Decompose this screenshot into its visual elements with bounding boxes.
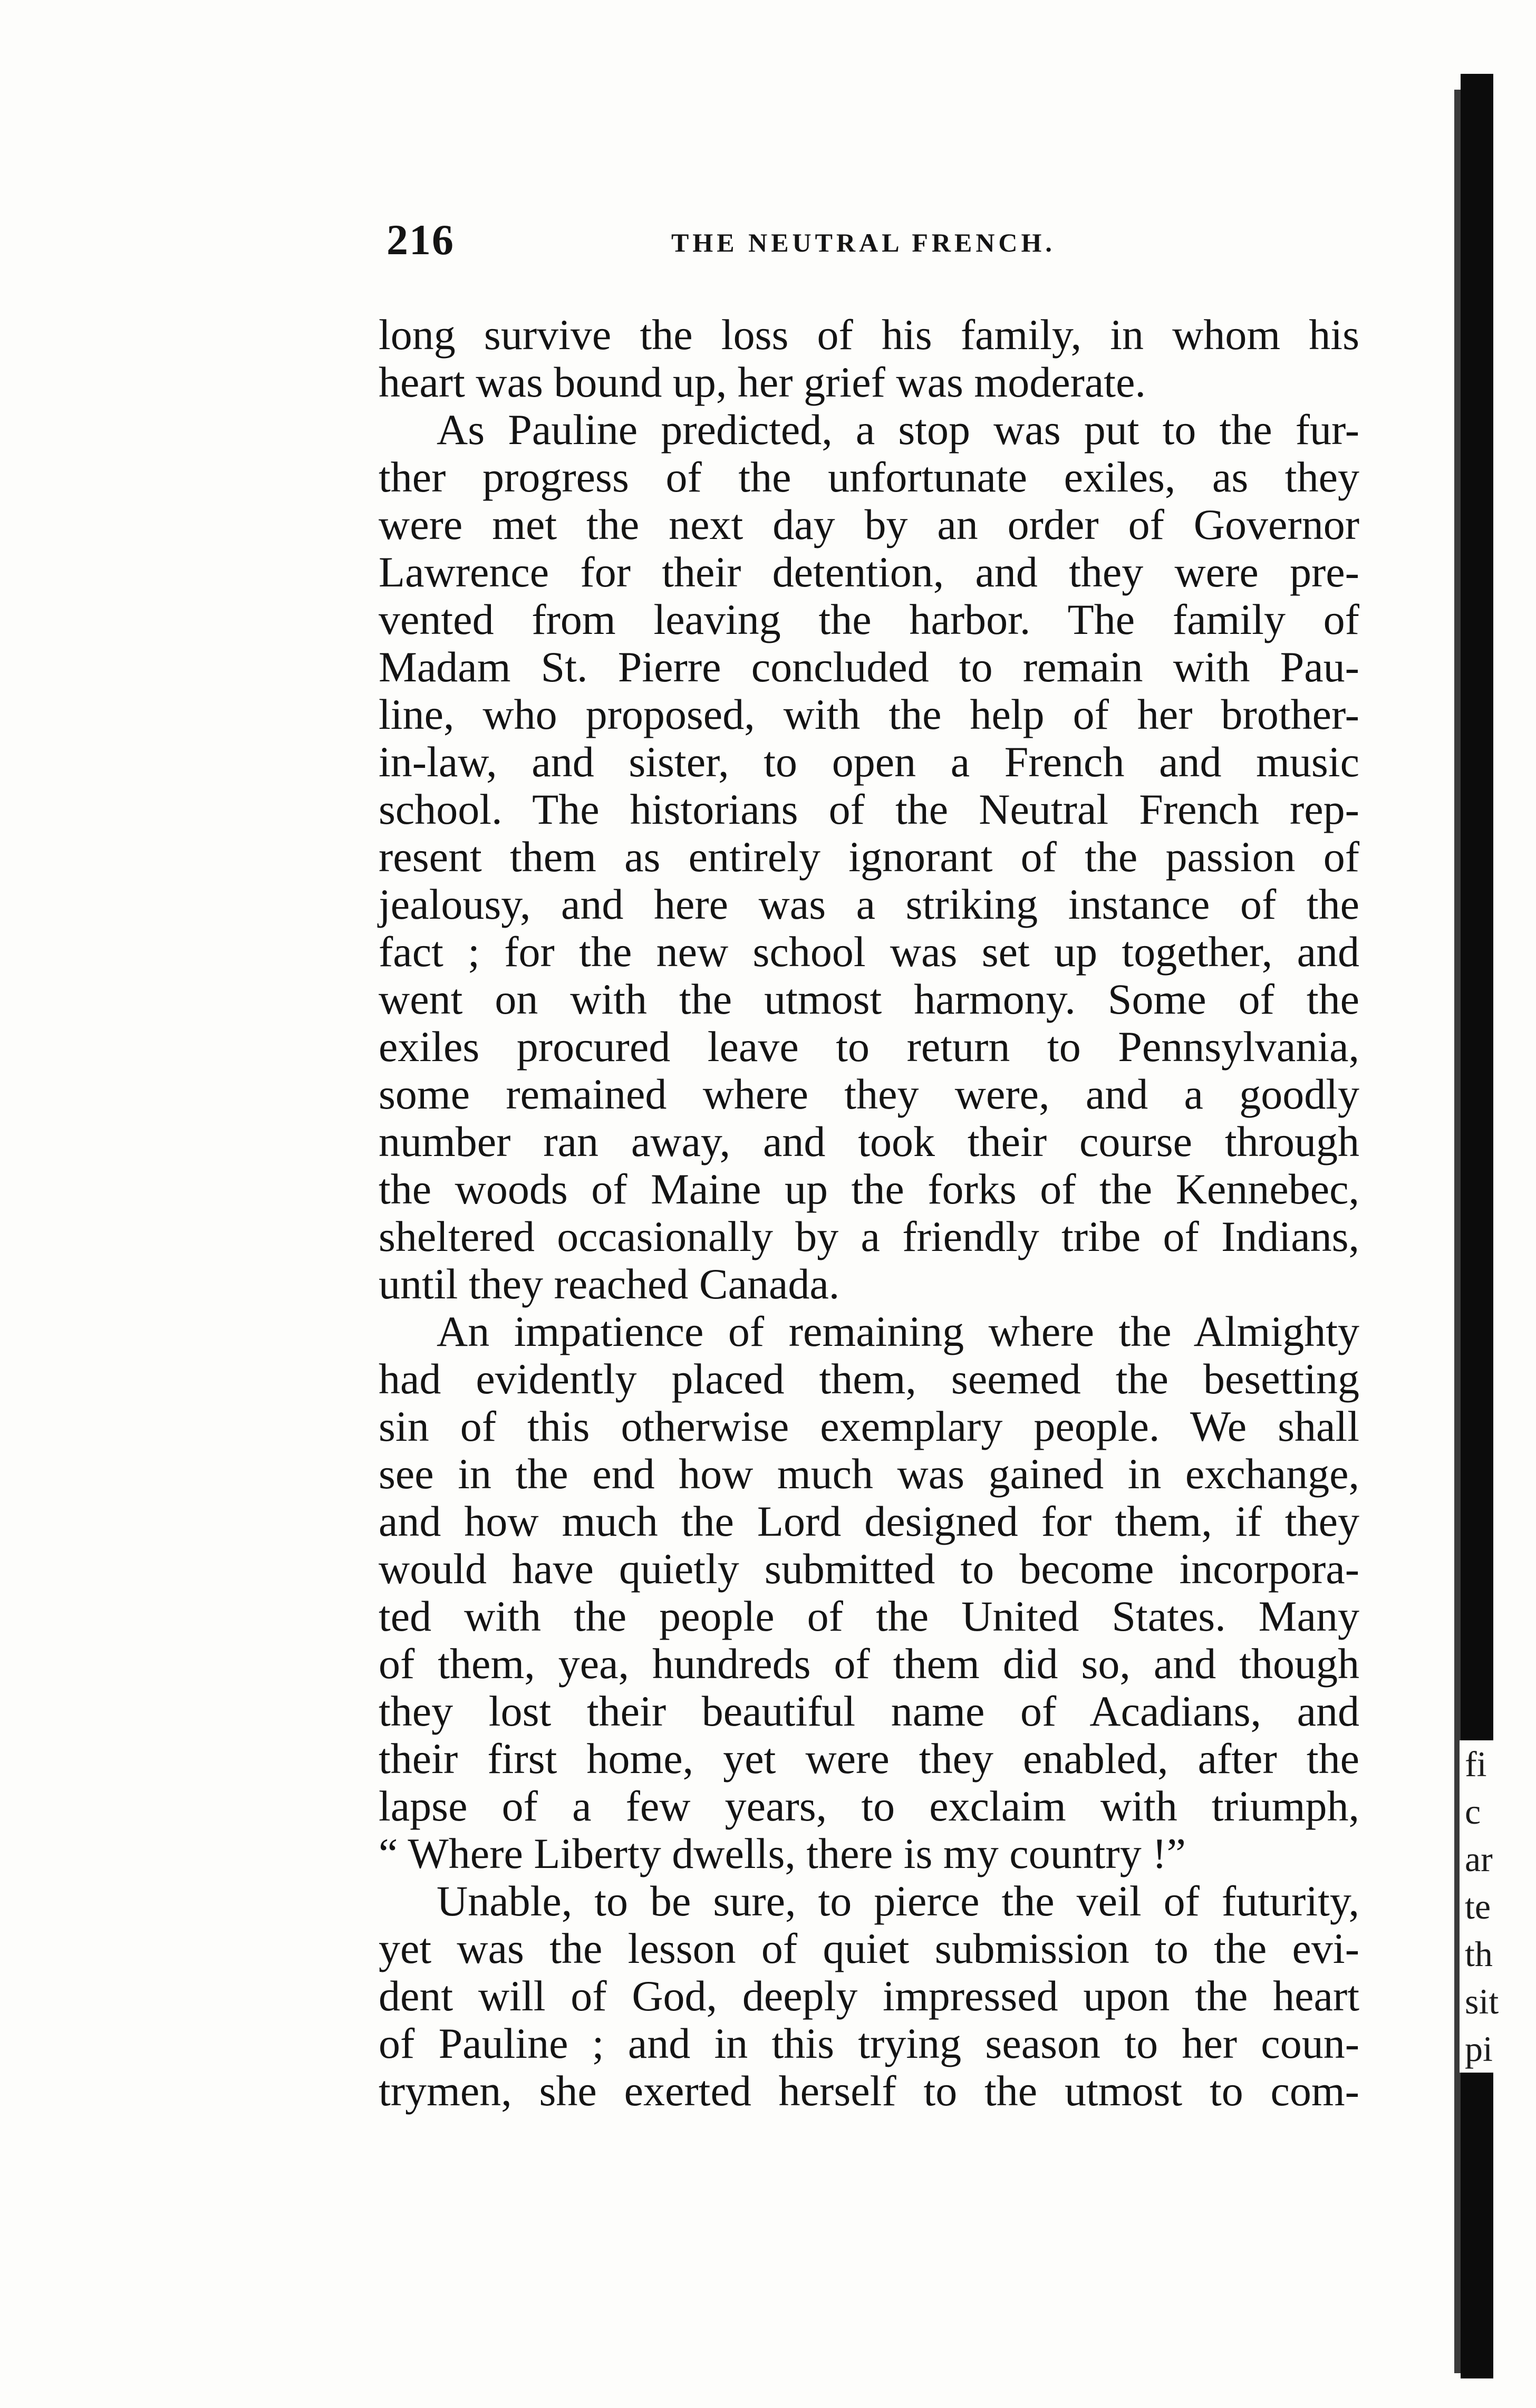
- fragment-text: ar: [1460, 1835, 1536, 1883]
- body-text: [379, 311, 1359, 2115]
- text-line: As Pauline predicted, a stop was put to the fur-: [437, 406, 1359, 454]
- running-title: THE NEUTRAL FRENCH.: [671, 228, 1056, 257]
- text-line: Lawrence for their detention, and they were pre-: [379, 548, 1359, 596]
- page-header: [387, 214, 1359, 266]
- text-line: long survive the loss of his family, in whom his: [379, 311, 1359, 359]
- text-line: went on with the utmost harmony. Some of the: [379, 975, 1359, 1023]
- text-line: sheltered occasionally by a friendly tribe of Indians,: [379, 1212, 1359, 1260]
- text-line: fact ; for the new school was set up together, and: [379, 928, 1359, 976]
- text-line: would have quietly submitted to become incorpora-: [379, 1545, 1359, 1593]
- text-line: Madam St. Pierre concluded to remain with Pau-: [379, 643, 1359, 691]
- text-line: their first home, yet were they enabled, after the: [379, 1735, 1359, 1783]
- text-line: resent them as entirely ignorant of the passion of: [379, 833, 1359, 881]
- facing-page-fragments: [1460, 1740, 1536, 2073]
- text-line: some remained where they were, and a goodly: [379, 1070, 1359, 1118]
- text-line: sin of this otherwise exemplary people. We shall: [379, 1402, 1359, 1450]
- text-line: “ Where Liberty dwells, there is my country !”: [379, 1829, 1186, 1877]
- text-line: of Pauline ; and in this trying season to her coun-: [379, 2019, 1359, 2067]
- text-line: of them, yea, hundreds of them did so, and though: [379, 1640, 1359, 1688]
- page-number: 216: [387, 216, 455, 264]
- text-line: in-law, and sister, to open a French and music: [379, 738, 1359, 786]
- text-line: they lost their beautiful name of Acadians, and: [379, 1687, 1359, 1735]
- fragment-text: pi: [1460, 2025, 1536, 2073]
- text-line: ted with the people of the United States. Many: [379, 1592, 1359, 1640]
- fragment-text: sit: [1460, 1978, 1536, 2025]
- text-line: had evidently placed them, seemed the besetting: [379, 1355, 1359, 1403]
- text-line: number ran away, and took their course through: [379, 1118, 1359, 1166]
- text-line: trymen, she exerted herself to the utmost to com-: [379, 2067, 1359, 2115]
- text-line: An impatience of remaining where the Almighty: [437, 1307, 1359, 1355]
- text-line: ther progress of the unfortunate exiles, as they: [379, 453, 1359, 501]
- fragment-text: c: [1460, 1788, 1536, 1835]
- text-line: and how much the Lord designed for them, if they: [379, 1497, 1359, 1545]
- text-line: school. The historians of the Neutral French rep-: [379, 785, 1359, 833]
- text-line: Unable, to be sure, to pierce the veil of futurity,: [437, 1877, 1359, 1925]
- text-line: vented from leaving the harbor. The family of: [379, 595, 1359, 643]
- text-line: until they reached Canada.: [379, 1260, 840, 1308]
- text-line: lapse of a few years, to exclaim with triumph,: [379, 1782, 1359, 1830]
- text-line: were met the next day by an order of Governor: [379, 500, 1359, 548]
- text-line: see in the end how much was gained in exchange,: [379, 1450, 1359, 1498]
- fragment-text: fi: [1460, 1740, 1536, 1788]
- text-line: jealousy, and here was a striking instance of the: [379, 880, 1359, 928]
- text-line: dent will of God, deeply impressed upon the heart: [379, 1972, 1359, 2020]
- text-line: yet was the lesson of quiet submission to the evi-: [379, 1924, 1359, 1972]
- fragment-text: th: [1460, 1930, 1536, 1978]
- text-line: exiles procured leave to return to Pennsylvania,: [379, 1023, 1359, 1071]
- text-line: the woods of Maine up the forks of the Kennebec,: [379, 1165, 1359, 1213]
- fragment-text: te: [1460, 1883, 1536, 1930]
- text-line: line, who proposed, with the help of her brother-: [379, 690, 1359, 738]
- text-line: heart was bound up, her grief was moderate.: [379, 358, 1146, 406]
